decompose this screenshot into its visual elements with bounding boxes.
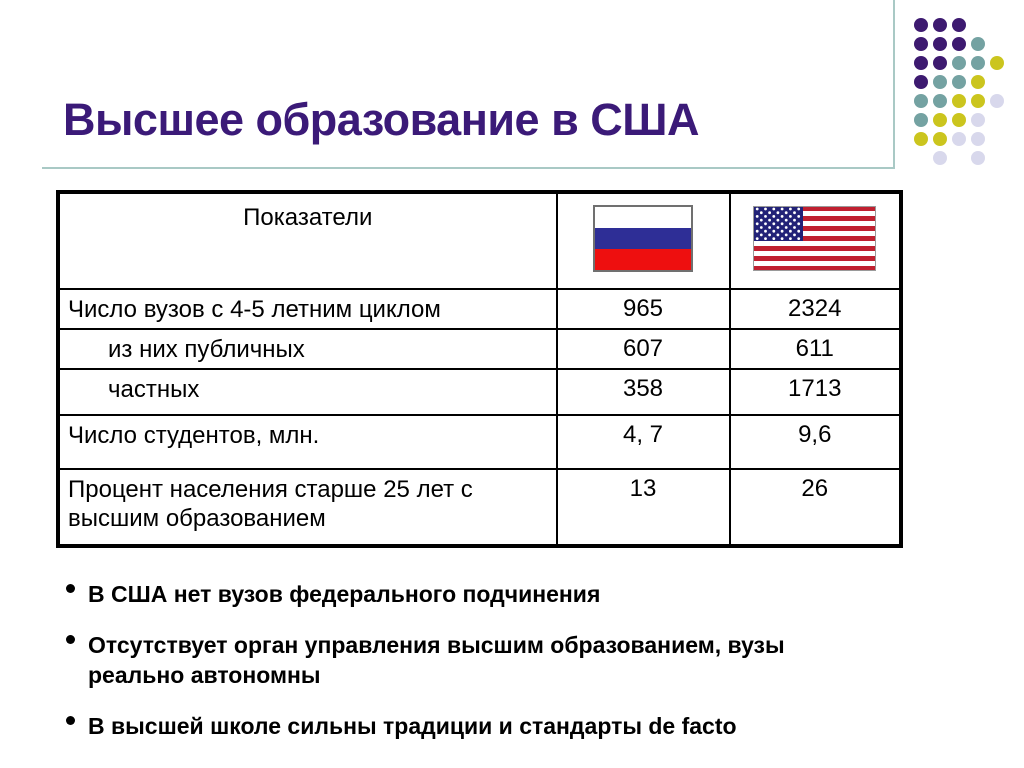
dot-grid xyxy=(911,15,1006,167)
russia-value: 13 xyxy=(557,469,730,546)
page-title: Высшее образование в США xyxy=(63,94,699,145)
bullet-icon xyxy=(66,584,75,593)
russia-value: 4, 7 xyxy=(557,415,730,469)
bullet-item xyxy=(63,711,833,741)
stats-table xyxy=(57,191,902,547)
deco-dot-empty xyxy=(990,113,1004,127)
russia-flag-icon xyxy=(593,205,693,272)
deco-dot xyxy=(952,94,966,108)
bullet-text: В США нет вузов федерального подчинения xyxy=(88,581,601,607)
table-row xyxy=(59,329,901,369)
deco-dot xyxy=(914,37,928,51)
deco-dot xyxy=(990,56,1004,70)
deco-dot xyxy=(933,151,947,165)
table-row xyxy=(59,289,901,329)
deco-dot xyxy=(952,132,966,146)
deco-dot-empty xyxy=(914,151,928,165)
russia-flag-blue-stripe xyxy=(595,228,691,249)
deco-dot-empty xyxy=(971,18,985,32)
bullet-list xyxy=(63,579,833,762)
column-header-russia xyxy=(557,193,730,289)
column-header-indicators: Показатели xyxy=(59,193,557,289)
decorative-vertical-line xyxy=(893,0,895,169)
deco-dot xyxy=(933,56,947,70)
row-label: частных xyxy=(59,369,557,415)
deco-dot xyxy=(933,75,947,89)
deco-dot xyxy=(971,37,985,51)
column-header-usa xyxy=(730,193,901,289)
bullet-item xyxy=(63,579,833,609)
bullet-icon xyxy=(66,716,75,725)
deco-dot xyxy=(990,94,1004,108)
row-label: Процент населения старше 25 лет с высшим образованием xyxy=(59,469,557,546)
deco-dot xyxy=(971,94,985,108)
russia-flag-white-stripe xyxy=(595,207,691,228)
usa-flag-icon xyxy=(753,206,876,271)
russia-value: 965 xyxy=(557,289,730,329)
deco-dot xyxy=(971,113,985,127)
russia-flag-red-stripe xyxy=(595,249,691,270)
russia-value: 358 xyxy=(557,369,730,415)
bullet-icon xyxy=(66,635,75,644)
deco-dot xyxy=(914,18,928,32)
deco-dot-empty xyxy=(990,151,1004,165)
deco-dot xyxy=(933,18,947,32)
deco-dot xyxy=(933,37,947,51)
deco-dot-empty xyxy=(952,151,966,165)
deco-dot xyxy=(914,113,928,127)
deco-dot xyxy=(971,132,985,146)
deco-dot xyxy=(914,94,928,108)
row-label: Число вузов с 4-5 летним циклом xyxy=(59,289,557,329)
deco-dot-empty xyxy=(990,132,1004,146)
deco-dot xyxy=(914,56,928,70)
bullet-text: В высшей школе сильны традиции и стандарты de facto xyxy=(88,713,737,739)
russia-value: 607 xyxy=(557,329,730,369)
deco-dot xyxy=(914,132,928,146)
deco-dot-empty xyxy=(990,75,1004,89)
bullet-text: Отсутствует орган управления высшим образованием, вузы реально автономны xyxy=(88,632,785,688)
deco-dot xyxy=(914,75,928,89)
deco-dot xyxy=(933,94,947,108)
table-row xyxy=(59,369,901,415)
usa-value: 611 xyxy=(730,329,901,369)
bullet-item xyxy=(63,630,833,690)
deco-dot-empty xyxy=(990,18,1004,32)
deco-dot xyxy=(933,132,947,146)
table-row xyxy=(59,415,901,469)
deco-dot xyxy=(952,37,966,51)
title-underline xyxy=(42,167,895,169)
table-header-row xyxy=(59,193,901,289)
deco-dot xyxy=(952,113,966,127)
row-label: Число студентов, млн. xyxy=(59,415,557,469)
usa-value: 2324 xyxy=(730,289,901,329)
deco-dot xyxy=(971,56,985,70)
usa-value: 26 xyxy=(730,469,901,546)
deco-dot xyxy=(952,56,966,70)
deco-dot xyxy=(933,113,947,127)
deco-dot xyxy=(952,75,966,89)
usa-value: 1713 xyxy=(730,369,901,415)
deco-dot xyxy=(971,75,985,89)
table-row xyxy=(59,469,901,546)
usa-value: 9,6 xyxy=(730,415,901,469)
deco-dot xyxy=(971,151,985,165)
row-label: из них публичных xyxy=(59,329,557,369)
deco-dot-empty xyxy=(990,37,1004,51)
deco-dot xyxy=(952,18,966,32)
